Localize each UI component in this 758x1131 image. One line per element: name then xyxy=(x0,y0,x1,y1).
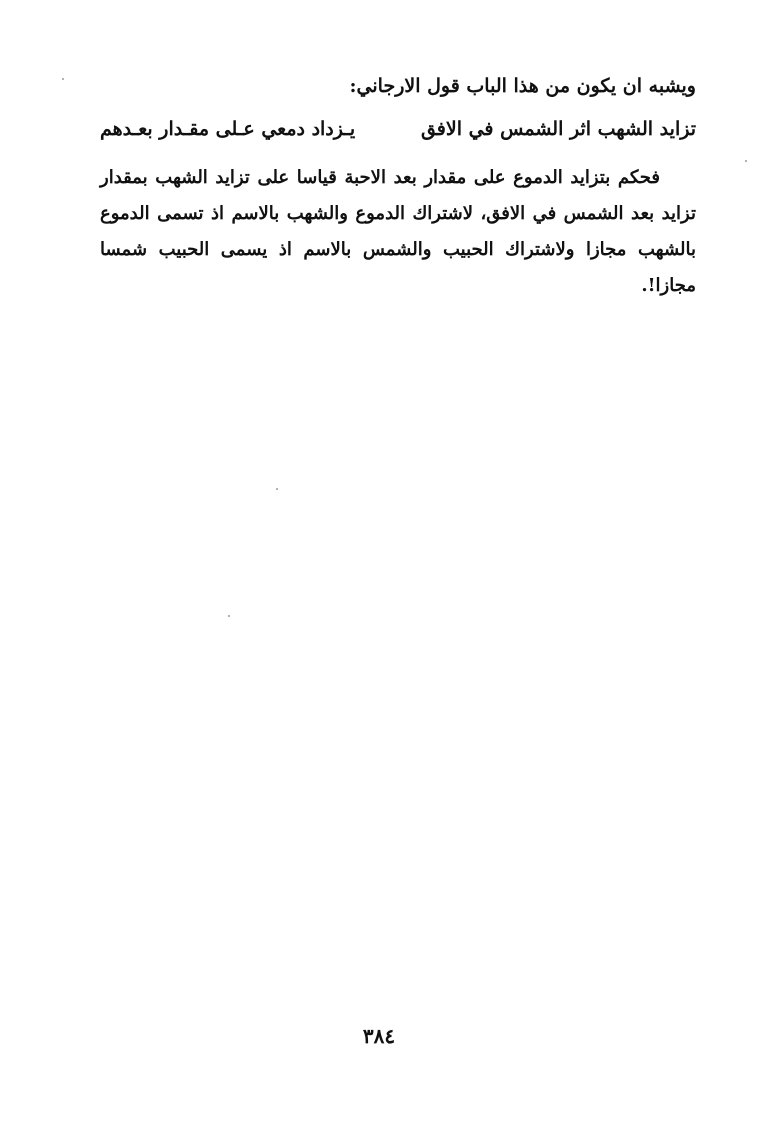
commentary-paragraph xyxy=(100,160,696,304)
poem-verse xyxy=(100,118,696,152)
verse-second-hemistich: يـزداد دمعي عـلى مقـدار بعـدهم xyxy=(100,118,356,140)
page-number: ٣٨٤ xyxy=(362,1024,396,1048)
scan-speck xyxy=(62,78,64,80)
commentary-text: فحكم بتزايد الدموع على مقدار بعد الاحبة قياسا على تزايد الشهب بمقدار تزايد بعد الشمس في الافق، لاشتراك الدموع والشهب بالاسم اذ تسمى الدموع بالشهب مجازا ولاشتراك الحبيب والشمس بالاسم اذ يسمى الحبيب شمسا مجازا!. xyxy=(100,167,696,296)
intro-line: ويشبه ان يكون من هذا الباب قول الارجاني: xyxy=(349,75,696,97)
verse-first-hemistich: تزايد الشهب اثر الشمس في الافق xyxy=(420,118,696,140)
scan-speck xyxy=(745,160,747,162)
scan-speck xyxy=(276,488,278,490)
scan-speck xyxy=(228,615,230,617)
